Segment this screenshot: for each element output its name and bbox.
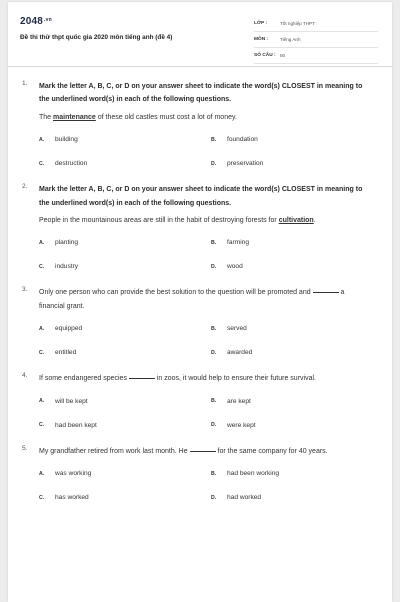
option-text: destruction bbox=[55, 160, 88, 168]
option-letter: D. bbox=[211, 349, 217, 356]
question-number: 3. bbox=[22, 286, 28, 294]
option-d[interactable] bbox=[211, 419, 383, 432]
exam-header bbox=[8, 2, 392, 66]
answer-options bbox=[39, 133, 370, 170]
option-text: entitled bbox=[55, 349, 77, 357]
option-letter: C. bbox=[39, 494, 45, 501]
option-letter: D. bbox=[211, 422, 217, 429]
question-text-after: for the same company for 40 years. bbox=[215, 447, 328, 455]
question-text bbox=[39, 372, 370, 385]
option-letter: D. bbox=[211, 160, 217, 167]
option-letter: B. bbox=[211, 239, 217, 246]
option-text: will be kept bbox=[55, 397, 88, 405]
option-c[interactable] bbox=[39, 346, 211, 359]
option-letter: B. bbox=[211, 398, 217, 405]
question-4 bbox=[8, 372, 392, 431]
sentence-text: . bbox=[313, 217, 316, 225]
meta-key: LỚP : bbox=[254, 21, 268, 26]
underlined-word: cultivation bbox=[278, 217, 314, 225]
option-text: had been kept bbox=[55, 421, 97, 429]
option-a[interactable] bbox=[39, 236, 211, 249]
option-letter: C. bbox=[39, 349, 45, 356]
meta-value: 50 bbox=[280, 53, 286, 58]
question-sentence bbox=[39, 214, 370, 227]
option-letter: B. bbox=[211, 136, 217, 143]
option-d[interactable] bbox=[211, 157, 383, 170]
exam-meta bbox=[254, 16, 378, 64]
question-text-before: My grandfather retired from work last month. He bbox=[39, 447, 190, 455]
question-3 bbox=[8, 286, 392, 359]
question-number: 2. bbox=[22, 183, 28, 191]
option-letter: D. bbox=[211, 263, 217, 270]
option-text: preservation bbox=[227, 160, 264, 168]
option-text: had worked bbox=[227, 494, 262, 502]
answer-options bbox=[39, 236, 370, 273]
exam-page bbox=[8, 2, 392, 602]
underlined-word: maintenance bbox=[53, 113, 96, 121]
option-text: was working bbox=[55, 470, 92, 478]
question-5 bbox=[8, 445, 392, 504]
question-number: 5. bbox=[22, 444, 28, 452]
option-text: industry bbox=[55, 263, 79, 271]
option-letter: A. bbox=[39, 239, 45, 246]
option-letter: C. bbox=[39, 263, 45, 270]
option-text: awarded bbox=[227, 349, 253, 357]
option-letter: D. bbox=[211, 494, 217, 501]
option-text: wood bbox=[227, 263, 243, 271]
option-text: were kept bbox=[227, 421, 256, 429]
meta-row-class bbox=[254, 16, 378, 32]
meta-value: Tốt nghiệp THPT bbox=[280, 21, 315, 26]
question-number: 1. bbox=[22, 80, 28, 87]
answer-blank bbox=[190, 451, 216, 452]
option-c[interactable] bbox=[39, 419, 211, 432]
option-letter: B. bbox=[211, 470, 217, 477]
option-a[interactable] bbox=[39, 467, 211, 480]
sentence-text: People in the mountainous areas are still in the habit of destroying forests for bbox=[39, 217, 279, 225]
question-number: 4. bbox=[22, 372, 28, 380]
option-letter: C. bbox=[39, 422, 45, 429]
option-c[interactable] bbox=[39, 260, 211, 273]
option-text: equipped bbox=[55, 325, 83, 333]
option-d[interactable] bbox=[211, 260, 383, 273]
question-text-after: in zoos, it would help to ensure their future survival. bbox=[154, 375, 316, 383]
option-text: planting bbox=[55, 239, 79, 247]
question-text bbox=[39, 445, 370, 458]
header-divider bbox=[8, 66, 392, 67]
option-c[interactable] bbox=[39, 491, 211, 504]
option-b[interactable] bbox=[211, 322, 383, 335]
option-text: farming bbox=[227, 239, 249, 247]
option-b[interactable] bbox=[211, 236, 383, 249]
option-letter: A. bbox=[39, 398, 45, 405]
question-text-after: a financial grant. bbox=[39, 289, 345, 310]
meta-value: Tiếng Anh bbox=[280, 37, 301, 42]
option-b[interactable] bbox=[211, 467, 383, 480]
option-b[interactable] bbox=[211, 395, 383, 408]
option-text: has worked bbox=[55, 494, 89, 502]
question-text bbox=[39, 286, 370, 313]
site-logo[interactable] bbox=[20, 16, 52, 27]
option-a[interactable] bbox=[39, 395, 211, 408]
logo-suffix: .vn bbox=[44, 17, 52, 23]
question-prompt: Mark the letter A, B, C, or D on your answer sheet to indicate the word(s) CLOSEST in meaning to the underlined word(s) in each of the following questions. bbox=[39, 83, 363, 104]
meta-key: MÔN : bbox=[254, 37, 269, 42]
exam-title: Đề thi thử thpt quốc gia 2020 môn tiếng anh (đề 4) bbox=[20, 34, 173, 41]
option-b[interactable] bbox=[211, 133, 383, 146]
answer-blank bbox=[313, 292, 339, 293]
answer-blank bbox=[129, 378, 155, 379]
option-d[interactable] bbox=[211, 491, 383, 504]
option-letter: A. bbox=[39, 136, 45, 143]
question-sentence bbox=[39, 111, 370, 124]
question-list bbox=[8, 80, 392, 517]
meta-key: SỐ CÂU : bbox=[254, 53, 276, 58]
option-d[interactable] bbox=[211, 346, 383, 359]
question-1 bbox=[8, 80, 392, 170]
option-letter: A. bbox=[39, 325, 45, 332]
answer-options bbox=[39, 395, 370, 432]
sentence-text: of these old castles must cost a lot of money. bbox=[95, 113, 237, 121]
sentence-text: The bbox=[39, 113, 54, 121]
answer-options bbox=[39, 467, 370, 504]
meta-row-subject bbox=[254, 32, 378, 48]
option-letter: A. bbox=[39, 470, 45, 477]
option-a[interactable] bbox=[39, 133, 211, 146]
question-text-before: If some endangered species bbox=[39, 375, 129, 383]
option-text: served bbox=[227, 325, 247, 333]
logo-text: 2048 bbox=[20, 16, 44, 27]
option-letter: B. bbox=[211, 325, 217, 332]
option-text: had been working bbox=[227, 470, 280, 478]
question-text-before: Only one person who can provide the best solution to the question will be promoted and bbox=[39, 289, 313, 297]
option-text: building bbox=[55, 136, 78, 144]
meta-row-count bbox=[254, 48, 378, 64]
option-text: foundation bbox=[227, 136, 258, 144]
option-text: are kept bbox=[227, 397, 251, 405]
question-prompt: Mark the letter A, B, C, or D on your answer sheet to indicate the word(s) CLOSEST in meaning to the underlined word(s) in each of the following questions. bbox=[39, 186, 363, 207]
answer-options bbox=[39, 322, 370, 359]
question-2 bbox=[8, 183, 392, 273]
option-letter: C. bbox=[39, 160, 45, 167]
option-c[interactable] bbox=[39, 157, 211, 170]
option-a[interactable] bbox=[39, 322, 211, 335]
